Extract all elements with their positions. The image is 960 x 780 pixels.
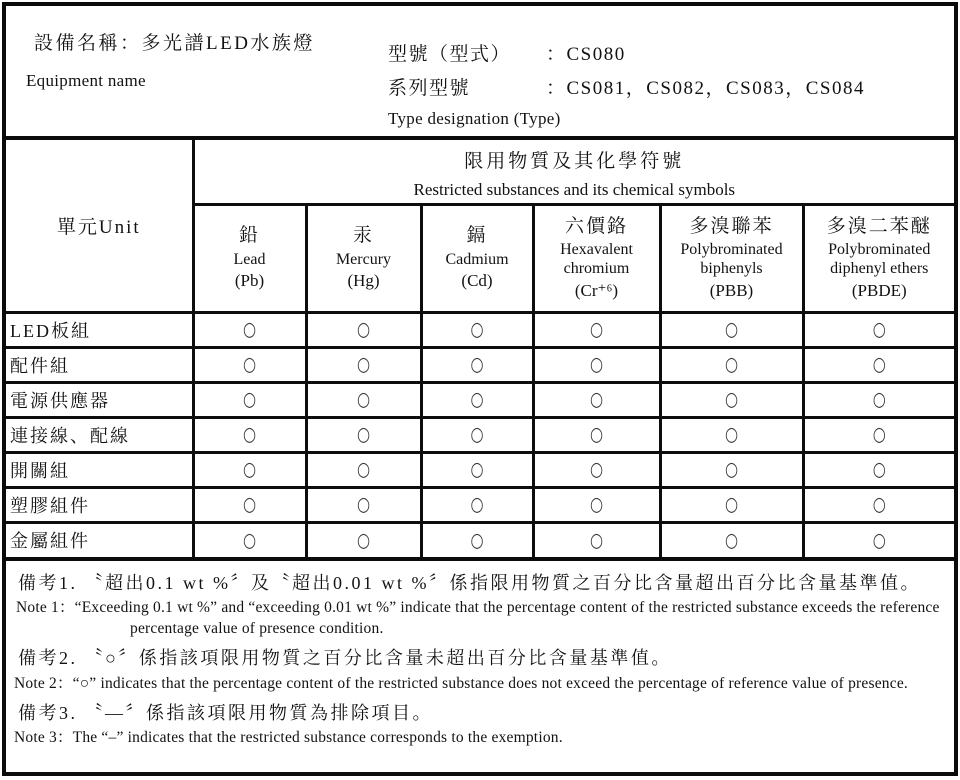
substance-name-zh: 多溴聯苯 [689, 215, 774, 237]
result-cell [660, 417, 803, 452]
result-circle: ○ [724, 422, 739, 446]
model-label: 型號（型式） [388, 44, 512, 65]
substance-symbol: (PBDE) [851, 280, 907, 300]
substance-header-pbde [803, 204, 954, 312]
substance-symbol: (PBB) [709, 280, 754, 300]
result-circle: ○ [724, 528, 739, 552]
result-circle: ○ [589, 317, 604, 341]
component-row [6, 522, 954, 557]
component-name: LED板組 [6, 312, 193, 347]
result-circle: ○ [356, 457, 371, 481]
result-circle: ○ [724, 352, 739, 376]
result-circle: ○ [470, 352, 484, 376]
result-circle: ○ [242, 387, 257, 411]
substance-name-zh: 鉛 [238, 225, 260, 247]
result-circle: ○ [872, 422, 886, 446]
result-cell [306, 487, 421, 522]
substance-name-zh: 汞 [352, 225, 374, 247]
component-row [6, 417, 954, 452]
result-cell [193, 452, 306, 487]
substance-name-en: Polybrominated biphenyls [680, 241, 783, 278]
substance-symbol: (Cd) [461, 271, 493, 291]
component-name: 金屬組件 [6, 522, 193, 557]
result-circle: ○ [872, 492, 886, 516]
result-cell [193, 417, 306, 452]
series-row [388, 73, 865, 100]
note1-en: Note 1：“Exceeding 0.1 wt %” and “exceeding 0.01 wt %” indicate that the percentage content of the restricted substance exceeds the reference percentage value of presence condition. [16, 599, 940, 638]
result-circle: ○ [724, 457, 739, 481]
result-circle: ○ [242, 317, 257, 341]
result-cell [803, 382, 954, 417]
substance-header-mercury [306, 204, 421, 312]
result-circle: ○ [470, 387, 484, 411]
equipment-name-en: Equipment name [26, 71, 146, 90]
substance-name-en: Lead [233, 250, 266, 268]
result-circle: ○ [356, 528, 371, 552]
component-row [6, 487, 954, 522]
result-cell [193, 522, 306, 557]
substance-name-zh: 鎘 [466, 225, 488, 247]
result-cell [803, 347, 954, 382]
substance-name-en: Polybrominated diphenyl ethers [828, 241, 931, 278]
component-name: 塑膠組件 [6, 487, 193, 522]
component-name: 配件組 [6, 347, 193, 382]
result-circle: ○ [589, 492, 604, 516]
result-cell [803, 487, 954, 522]
result-circle: ○ [872, 457, 886, 481]
group-header-en: Restricted substances and its chemical symbols [413, 180, 736, 200]
group-header [193, 140, 954, 204]
result-circle: ○ [242, 457, 257, 481]
group-header-zh: 限用物質及其化學符號 [464, 151, 685, 173]
result-circle: ○ [872, 528, 886, 552]
result-circle: ○ [589, 457, 604, 481]
result-cell [193, 347, 306, 382]
result-cell [660, 347, 803, 382]
substance-name-en: Hexavalent chromium [560, 241, 633, 278]
result-circle: ○ [724, 317, 739, 341]
result-circle: ○ [356, 352, 371, 376]
result-circle: ○ [356, 317, 371, 341]
substance-name-zh: 六價鉻 [564, 215, 628, 237]
substance-header-hexavalent-chromium [533, 204, 660, 312]
result-circle: ○ [356, 492, 371, 516]
result-circle: ○ [872, 317, 886, 341]
substance-header-lead [193, 204, 306, 312]
note2-zh: 備考2. 〝○〞係指該項限用物質之百分比含量未超出百分比含量基準值。 [18, 648, 672, 669]
result-cell [660, 487, 803, 522]
equipment-header [6, 28, 954, 140]
result-cell [803, 312, 954, 347]
substance-symbol: (Cr⁺⁶) [574, 280, 619, 300]
result-cell [193, 312, 306, 347]
notes-section [6, 557, 954, 770]
note2-en: Note 2：“○” indicates that the percentage content of the restricted substance does not exceed the percentage of reference value of presence. [14, 674, 908, 692]
result-cell [306, 522, 421, 557]
result-circle: ○ [242, 492, 257, 516]
result-cell [803, 452, 954, 487]
result-circle: ○ [589, 352, 604, 376]
result-circle: ○ [242, 422, 257, 446]
result-circle: ○ [470, 492, 484, 516]
result-circle: ○ [724, 492, 739, 516]
result-circle: ○ [470, 457, 484, 481]
result-cell [306, 347, 421, 382]
model-value: ：CS080 [546, 44, 626, 65]
substance-symbol: (Hg) [347, 271, 380, 291]
result-circle: ○ [470, 422, 484, 446]
result-circle: ○ [470, 528, 484, 552]
substance-symbol: (Pb) [234, 271, 265, 291]
result-cell [421, 417, 533, 452]
type-designation-en: Type designation (Type) [388, 109, 561, 128]
result-circle: ○ [589, 422, 604, 446]
result-cell [533, 522, 660, 557]
result-circle: ○ [470, 317, 484, 341]
result-cell [533, 347, 660, 382]
result-circle: ○ [356, 387, 371, 411]
result-circle: ○ [872, 387, 886, 411]
component-name: 電源供應器 [6, 382, 193, 417]
component-row [6, 347, 954, 382]
result-cell [421, 487, 533, 522]
substance-name-en: Mercury [335, 250, 392, 268]
result-cell [533, 312, 660, 347]
substance-name-en: Cadmium [445, 250, 509, 268]
result-cell [660, 382, 803, 417]
note3-en: Note 3：The “–” indicates that the restricted substance corresponds to the exemption. [14, 728, 563, 746]
model-row [388, 39, 865, 66]
result-cell [421, 347, 533, 382]
result-cell [660, 452, 803, 487]
unit-column-header: 單元Unit [6, 140, 193, 312]
note3-zh: 備考3. 〝—〞係指該項限用物質為排除項目。 [18, 702, 433, 723]
result-cell [306, 312, 421, 347]
component-name: 連接線、配線 [6, 417, 193, 452]
result-cell [533, 382, 660, 417]
series-value: ：CS081，CS082，CS083，CS084 [546, 78, 865, 99]
result-cell [193, 487, 306, 522]
result-circle: ○ [242, 528, 257, 552]
substance-header-pbb [660, 204, 803, 312]
result-cell [421, 382, 533, 417]
result-cell [306, 382, 421, 417]
rohs-declaration-table [2, 2, 958, 776]
result-circle: ○ [356, 422, 371, 446]
component-row [6, 312, 954, 347]
result-cell [193, 382, 306, 417]
result-cell [306, 452, 421, 487]
result-cell [803, 522, 954, 557]
result-cell [421, 312, 533, 347]
result-circle: ○ [872, 352, 886, 376]
note1-zh: 備考1. 〝超出0.1 wt %〞及〝超出0.01 wt %〞係指限用物質之百分比含量超出百分比含量基準值。 [18, 573, 921, 593]
result-cell [803, 417, 954, 452]
substance-name-zh: 多溴二苯醚 [826, 215, 932, 237]
result-cell [421, 522, 533, 557]
result-circle: ○ [589, 528, 604, 552]
restricted-substances-table [6, 140, 954, 557]
result-circle: ○ [242, 352, 257, 376]
series-label: 系列型號 [388, 78, 471, 99]
type-designation-block [388, 32, 865, 129]
result-cell [533, 417, 660, 452]
result-circle: ○ [589, 387, 604, 411]
substance-header-cadmium [421, 204, 533, 312]
result-cell [306, 417, 421, 452]
result-circle: ○ [724, 387, 739, 411]
equipment-name-zh: 設備名稱：多光譜LED水族燈 [34, 33, 315, 54]
result-cell [660, 312, 803, 347]
result-cell [533, 487, 660, 522]
result-cell [533, 452, 660, 487]
result-cell [421, 452, 533, 487]
component-row [6, 382, 954, 417]
result-cell [660, 522, 803, 557]
component-name: 開關組 [6, 452, 193, 487]
component-row [6, 452, 954, 487]
